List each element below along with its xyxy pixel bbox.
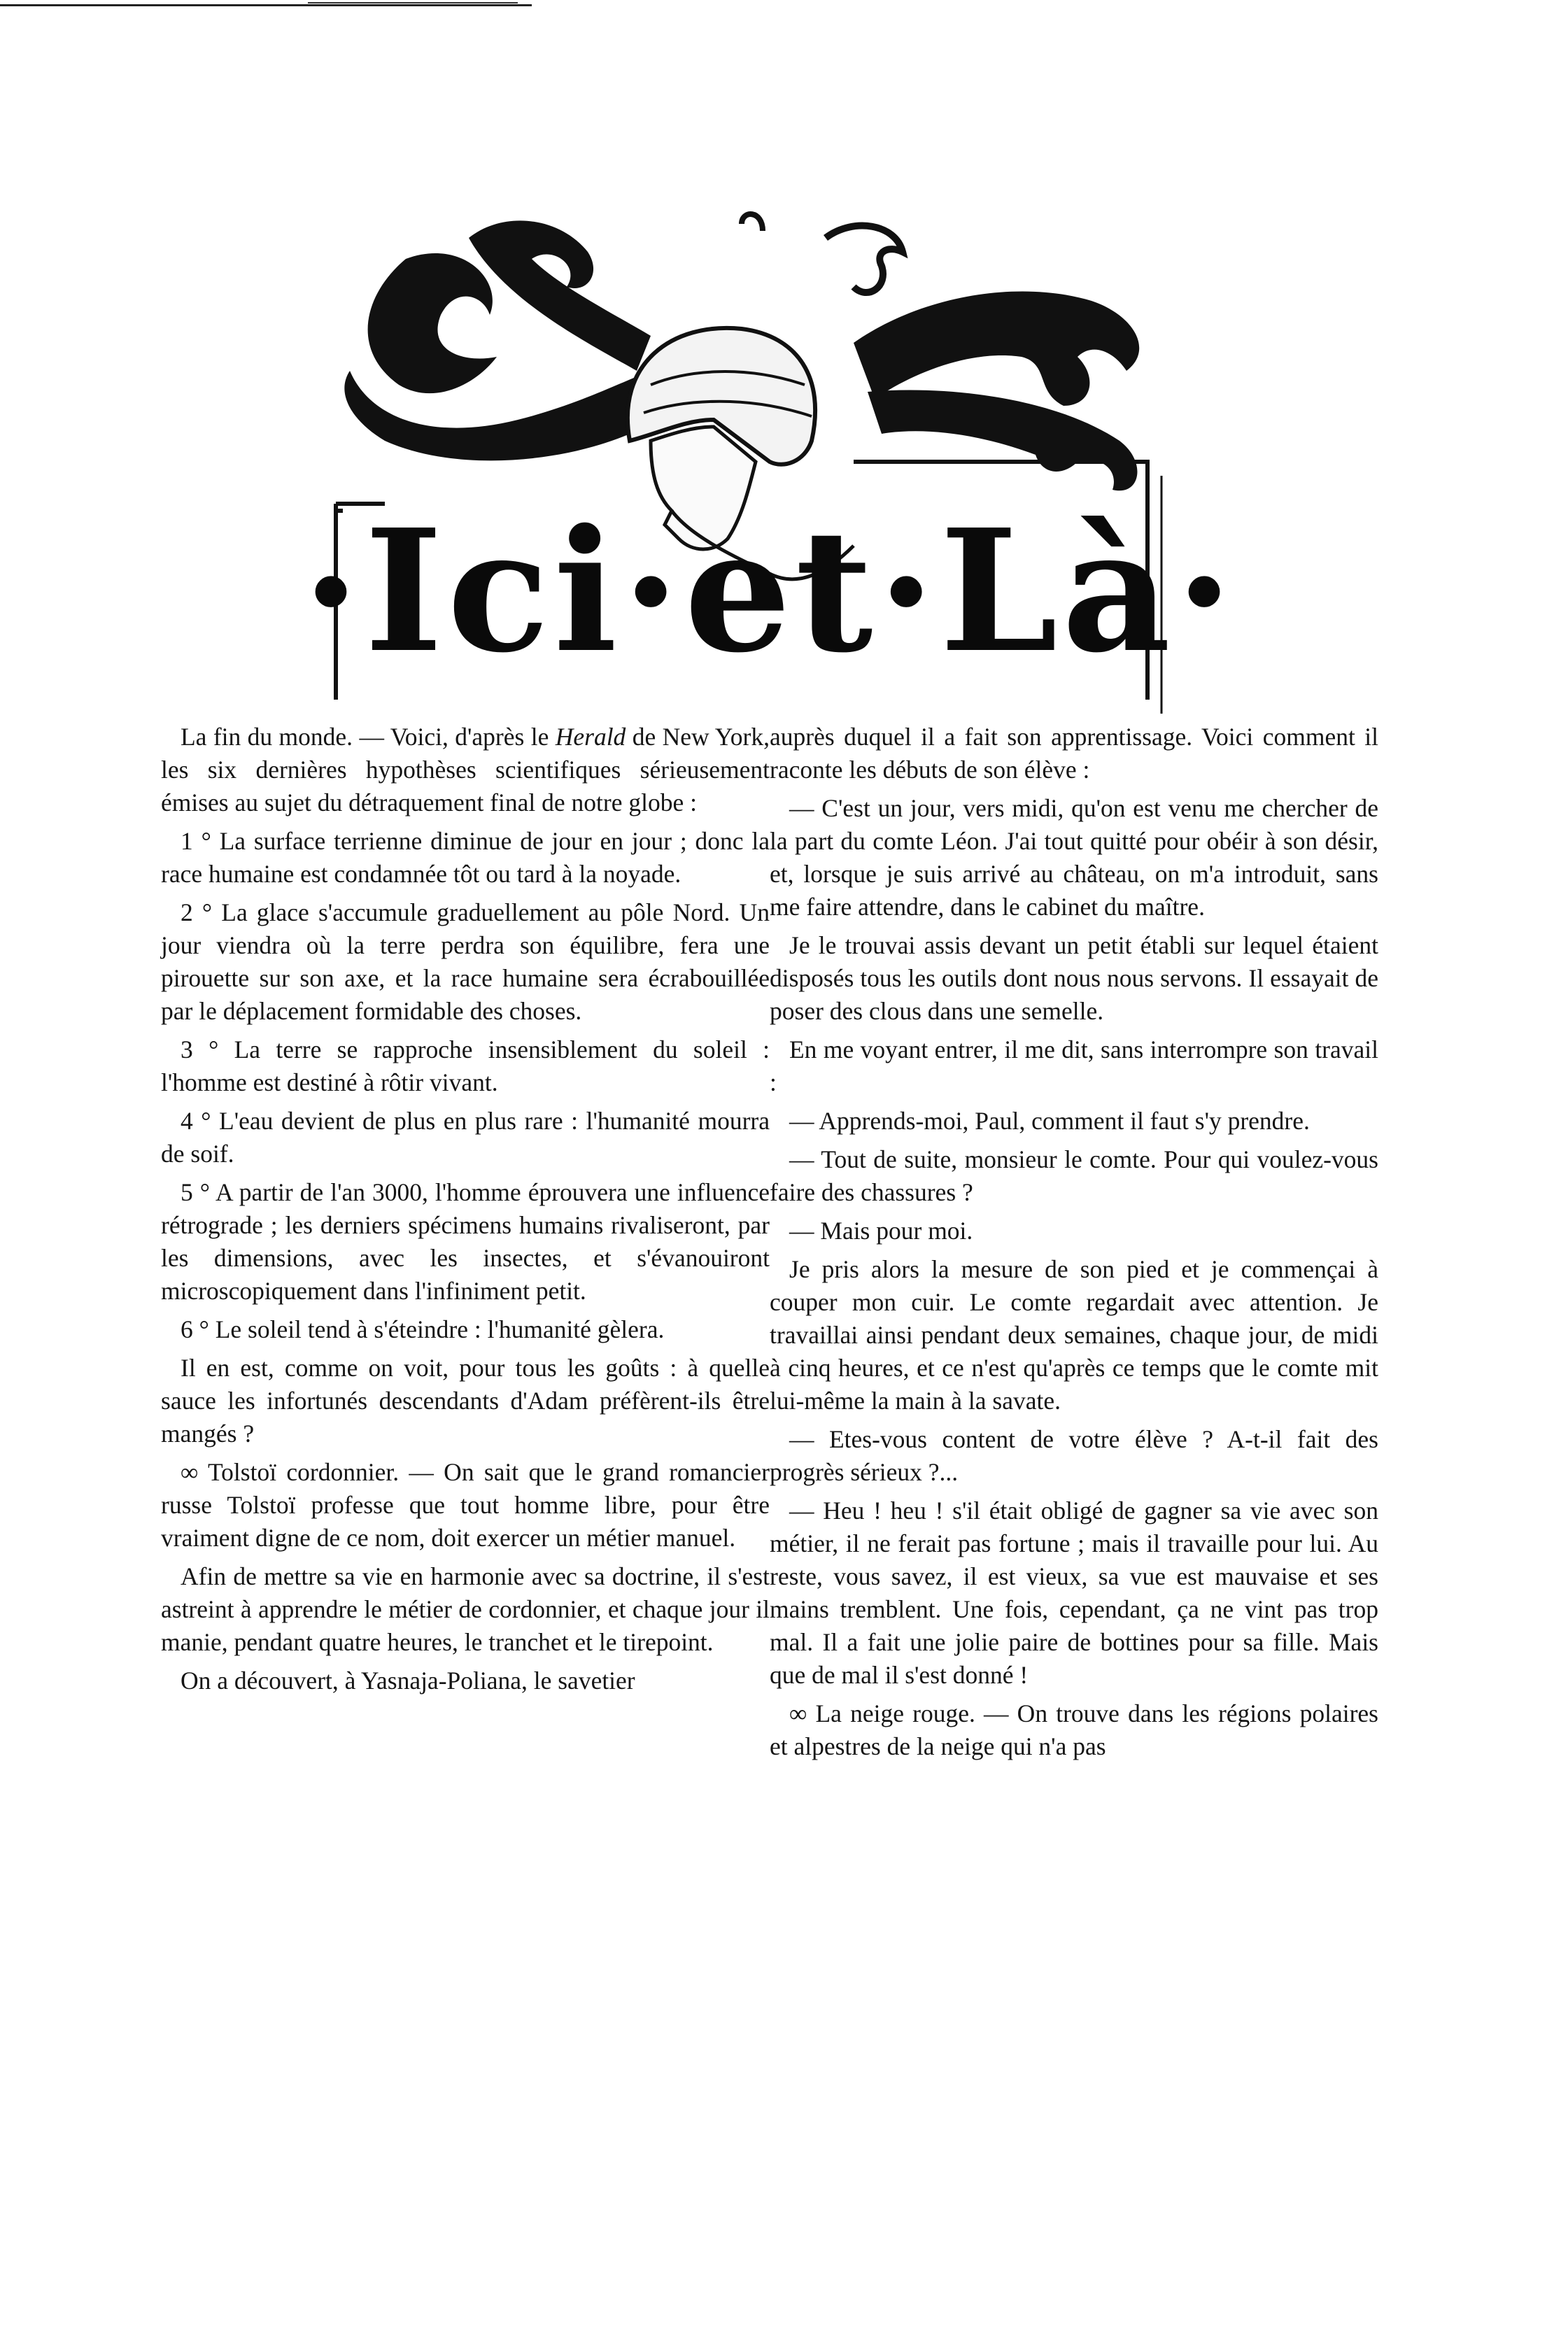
paragraph: ∞ Tolstoï cordonnier. — On sait que le grand romancier russe Tolstoï professe que tout homme libre, pour être vraiment digne de ce nom, doit exercer un métier manuel.	[161, 1458, 770, 1552]
paragraph: 3 ° La terre se rapproche insensiblement du soleil : l'homme est destiné à rôtir vivant.	[161, 1035, 770, 1096]
top-rule-secondary	[308, 2, 518, 3]
paragraph: 1 ° La surface terrienne diminue de jour en jour ; donc la race humaine est condamnée tôt ou tard à la noyade.	[161, 827, 770, 888]
right-column	[770, 721, 1378, 1769]
paragraph: Il en est, comme on voit, pour tous les goûts : à quelle sauce les infortunés descendants d'Adam préfèrent-ils être mangés ?	[161, 1354, 770, 1448]
paragraph-lead: La fin du monde. — Voici, d'après le	[181, 723, 556, 751]
paragraph-rest: de New York, les six dernières hypothèses scientifiques sérieusement émises au sujet du détraquement final de notre globe :	[161, 723, 770, 816]
paragraph: 5 ° A partir de l'an 3000, l'homme éprouvera une influence rétrograde ; les derniers spécimens humains rivaliseront, par les dimensions, avec les insectes, et s'évanouiront microscopiquement dans l'infiniment petit.	[161, 1178, 770, 1305]
paragraph: Afin de mettre sa vie en harmonie avec sa doctrine, il s'est astreint à apprendre le métier de cordonnier, et chaque jour il manie, pendant quatre heures, le tranchet et le tirepoint.	[161, 1562, 770, 1656]
paragraph: — Apprends-moi, Paul, comment il faut s'y prendre.	[789, 1107, 1310, 1135]
paragraph: — Etes-vous content de votre élève ? A-t-il fait des progrès sérieux ?...	[770, 1425, 1378, 1486]
paragraph: 2 ° La glace s'accumule graduellement au pôle Nord. Un jour viendra où la terre perdra son équilibre, fera une pirouette sur son axe, et la race humaine sera écrabouillée par le déplacement formidable des choses.	[161, 898, 770, 1025]
paragraph: ∞ La neige rouge. — On trouve dans les régions polaires et alpestres de la neige qui n'a pas	[770, 1699, 1378, 1760]
left-column	[161, 721, 770, 1703]
paragraph: Je le trouvai assis devant un petit établi sur lequel étaient disposés tous les outils dont nous nous servons. Il essayait de poser des clous dans une semelle.	[770, 931, 1378, 1025]
paragraph: Je pris alors la mesure de son pied et je commençai à couper mon cuir. Le comte regardait avec attention. Je travaillai ainsi pendant deux semaines, chaque jour, de midi à cinq heures, et ce n'est qu'après ce temps que le comte mit lui-même la main à la savate.	[770, 1255, 1378, 1415]
paragraph: — Tout de suite, monsieur le comte. Pour qui voulez-vous faire des chassures ?	[770, 1145, 1378, 1206]
paragraph	[161, 721, 770, 819]
paragraph: En me voyant entrer, il me dit, sans interrompre son travail :	[770, 1035, 1378, 1096]
paragraph: — Heu ! heu ! s'il était obligé de gagner sa vie avec son métier, il ne ferait pas fortune ; mais il travaille pour lui. Au reste, vous savez, il est vieux, sa vue est mauvaise et ses mains tremblent. Une fois, cependant, ça ne vint pas trop mal. Il a fait une jolie paire de bottines pour sa fille. Mais que de mal il s'est donné !	[770, 1497, 1378, 1689]
paragraph: — Mais pour moi.	[789, 1217, 973, 1245]
top-rule	[0, 4, 532, 6]
section-title: ·Ici·et·Là·	[302, 493, 1238, 690]
paragraph: On a découvert, à Yasnaja-Poliana, le savetier	[181, 1667, 635, 1695]
paragraph: 4 ° L'eau devient de plus en plus rare : l'humanité mourra de soif.	[161, 1107, 770, 1168]
publication-name: Herald	[555, 723, 626, 751]
paragraph: — C'est un jour, vers midi, qu'on est venu me chercher de la part du comte Léon. J'ai tout quitté pour obéir à son désir, et, lorsque je suis arrivé au château, on m'a introduit, sans me faire attendre, dans le cabinet du maître.	[770, 794, 1378, 921]
paragraph: 6 ° Le soleil tend à s'éteindre : l'humanité gèlera.	[181, 1315, 665, 1343]
paragraph: auprès duquel il a fait son apprentissage. Voici comment il raconte les débuts de son élève :	[770, 723, 1378, 784]
article-body	[0, 721, 1568, 1980]
